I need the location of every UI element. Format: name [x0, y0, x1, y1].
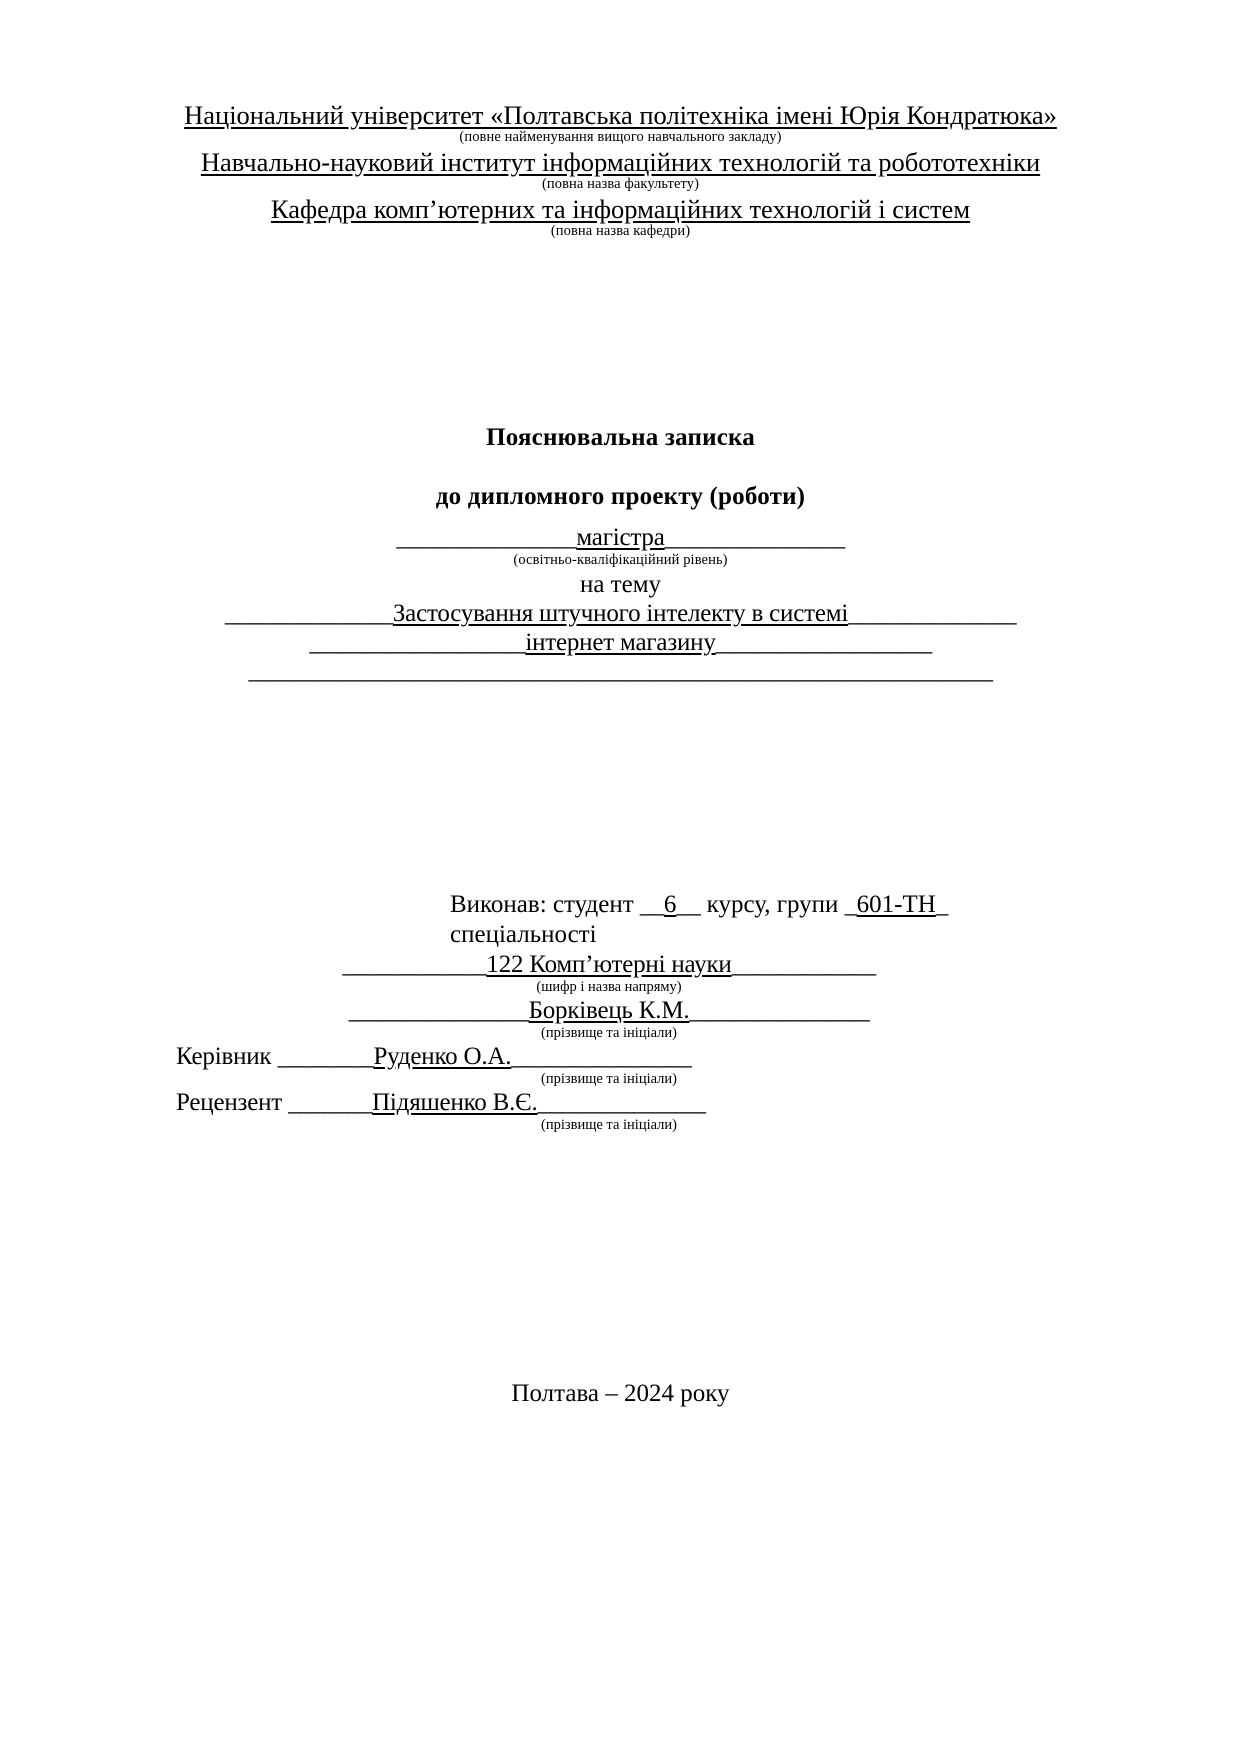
department-line — [0, 194, 1241, 225]
supervisor-dashes-left: ________ — [277, 1042, 374, 1070]
theme-line-1 — [176, 600, 1065, 629]
specialty-dashes-left: ____________ — [342, 951, 487, 978]
student-name-line — [176, 996, 1042, 1026]
reviewer-value: Підяшенко В.Є. — [372, 1088, 538, 1116]
student-name-dashes-left: _______________ — [348, 996, 529, 1024]
theme-line-3-blank: ______________________________________________________________ — [248, 657, 993, 685]
degree-dashes-left: _______________ — [396, 524, 577, 551]
reviewer-line — [176, 1088, 1042, 1118]
course-dashes-left: __ — [639, 891, 664, 918]
title-line-2: до дипломного проекту (роботи) — [435, 483, 806, 510]
title-line-1: Пояснювальна записка — [486, 424, 755, 451]
specialty-value: 122 Комп’ютерні науки — [486, 951, 732, 978]
university-caption: (повне найменування вищого навчального закладу) — [459, 128, 782, 145]
degree-and-theme — [176, 524, 1065, 686]
student-name-dashes-right: _______________ — [689, 996, 870, 1024]
theme-line-1-dashes-left: ______________ — [224, 600, 393, 628]
faculty-name: Навчально-науковий інститут інформаційних технологій та робототехніки — [200, 146, 1041, 177]
supervisor-caption: (прізвище та ініціали) — [541, 1070, 677, 1087]
student-name-value: Борківець К.М. — [528, 996, 690, 1024]
theme-prefix-label: на тему — [579, 570, 662, 598]
reviewer-dashes-right: ______________ — [537, 1088, 706, 1116]
student-name-caption: (прізвище та ініціали) — [541, 1024, 677, 1041]
theme-line-2-dashes-right: __________________ — [715, 628, 932, 656]
degree-line — [176, 524, 1065, 553]
supervisor-line — [176, 1042, 1042, 1072]
supervisor-dashes-right: _______________ — [511, 1042, 692, 1070]
course-dashes-right: __ — [676, 891, 701, 918]
theme-line-1-value: Застосування штучного інтелекту в системі — [392, 600, 849, 628]
faculty-line — [0, 147, 1241, 178]
student-course-line — [450, 890, 1065, 920]
signature-block — [176, 890, 1065, 1134]
reviewer-dashes-left: _______ — [288, 1088, 373, 1116]
theme-line-2-value: інтернет магазину — [525, 628, 716, 656]
university-name: Національний університет «Полтавська політехніка імені Юрія Кондратюка» — [184, 100, 1057, 130]
document-title — [0, 424, 1241, 511]
institution-header — [0, 100, 1241, 241]
department-name: Кафедра комп’ютерних та інформаційних технологій і систем — [270, 193, 971, 224]
specialty-dashes-right: ____________ — [731, 951, 876, 978]
theme-line-2 — [176, 629, 1065, 658]
theme-line-2-dashes-left: __________________ — [309, 628, 526, 656]
reviewer-label: Рецензент — [176, 1088, 283, 1116]
performed-label: Виконав: студент — [450, 891, 634, 918]
supervisor-label: Керівник — [176, 1042, 272, 1070]
course-value: 6 — [663, 891, 677, 918]
footer-place-year: Полтава – 2024 року — [511, 1380, 730, 1407]
degree-value: магістра — [576, 524, 665, 551]
reviewer-caption: (прізвище та ініціали) — [541, 1116, 677, 1133]
department-caption: (повна назва кафедри) — [550, 222, 691, 239]
specialty-label: спеціальності — [450, 921, 597, 948]
university-line — [0, 100, 1241, 131]
supervisor-value: Руденко О.А. — [373, 1042, 512, 1070]
group-value: 601-ТН — [856, 891, 936, 918]
group-dash-right: _ — [935, 891, 948, 918]
specialty-line — [176, 950, 1042, 980]
specialty-caption: (шифр і назва напряму) — [536, 979, 682, 995]
degree-dashes-right: _______________ — [664, 524, 845, 551]
theme-line-1-dashes-right: ______________ — [848, 600, 1017, 628]
degree-caption: (освітньо-кваліфікаційний рівень) — [513, 551, 728, 568]
group-dash-left: _ — [844, 891, 857, 918]
faculty-caption: (повна назва факультету) — [541, 175, 700, 192]
course-label: курсу, групи — [706, 891, 839, 918]
